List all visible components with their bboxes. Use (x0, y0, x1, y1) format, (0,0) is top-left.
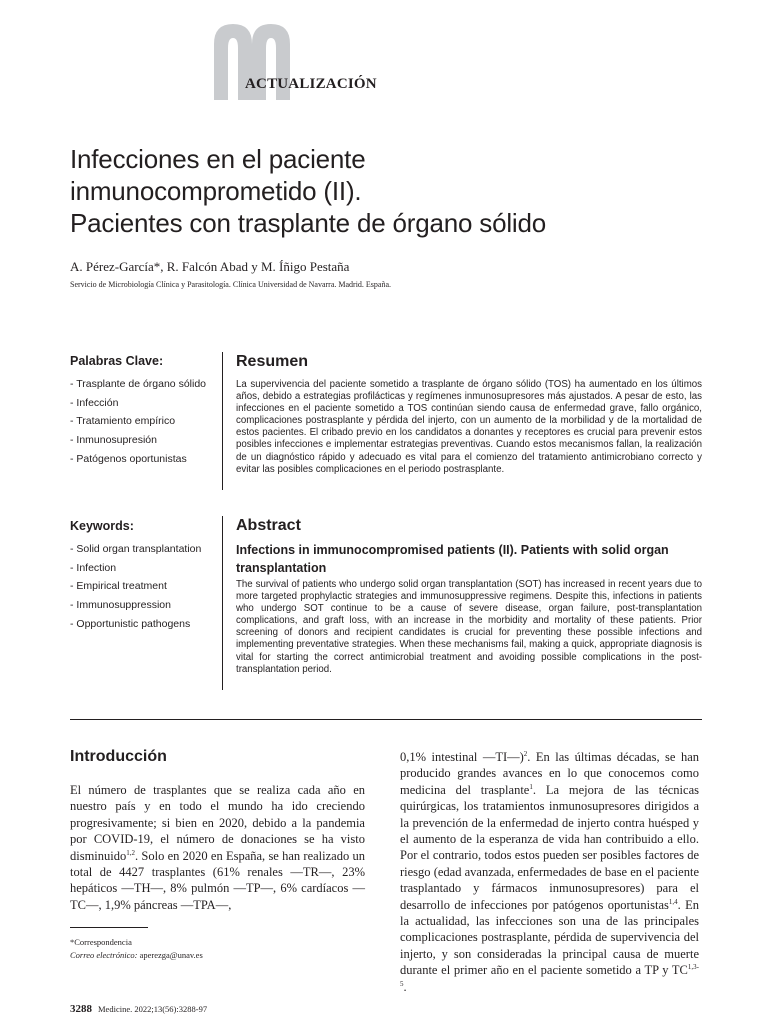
palabra-clave-item: - Inmunosupresión (70, 434, 157, 447)
resumen-heading: Resumen (236, 353, 309, 370)
palabra-clave-item: - Tratamiento empírico (70, 415, 176, 428)
resumen-divider (222, 352, 223, 490)
email-label: Correo electrónico: (70, 950, 138, 960)
keyword-item: - Solid organ transplantation (70, 543, 202, 555)
abstract-heading: Abstract (236, 517, 301, 534)
authors: A. Pérez-García*, R. Falcón Abad y M. Íñigo Pestaña (70, 259, 350, 274)
resumen-text: La supervivencia del paciente sometido a trasplante de órgano sólido (TOS) ha aumentado en los últimos años, debido a estrategias profilácticas y regímenes inmunosupresores más ajustados. A pesar de esto, las infecciones en el paciente sometido a TOS continúan siendo causa de enfermedad grave, fallo orgánico, complicaciones postrasplante y pérdida del injerto, con un aumento de la morbilidad y de la mortalidad de estos pacientes. El cribado previo en los candidatos a donantes y receptores es crucial para prevenir estos posibles infecciones e implementar estrategias preventivas. Cuando estos mecanismos fallan, la realización de un diagnóstico rápido y adecuado es vital para el comienzo del tratamiento antimicrobiano correcto y evitar las posibles complicaciones en el periodo postrasplante. (236, 379, 702, 475)
keyword-item: - Infection (70, 561, 117, 574)
abstract-text: The survival of patients who undergo solid organ transplantation (SOT) has increased in recent years due to more targeted prophylactic strategies and immunosuppressive regimens. Despite this, infections in patients who undergo SOT continue to be a cause of severe disease, organ failure, post-transplantation complications, and graft loss, with an increase in the morbidity and mortality of these patients. Prior screening of donors and recipient candidates is crucial for preventing these possible infections and implementing preventative strategies. When these mechanisms fail, making a quick, appropriate diagnosis is vital for starting the correct antimicrobial treatment and avoiding possible complications in the post-transplantation period. (236, 579, 702, 675)
reference-mark: 2 (523, 749, 528, 758)
reference-mark: 1,3-5 (400, 963, 699, 988)
keyword-item: - Opportunistic pathogens (70, 617, 191, 630)
section-rule (70, 719, 702, 720)
page-footer (70, 1003, 207, 1015)
title-line-2: inmunocomprometido (II). (70, 176, 362, 206)
palabra-clave-item: - Patógenos oportunistas (70, 452, 187, 465)
affiliation: Servicio de Microbiología Clínica y Parasitología. Clínica Universidad de Navarra. Madrid. España. (70, 280, 392, 289)
keyword-item: - Immunosuppression (70, 599, 171, 612)
palabra-clave-item: - Infección (70, 396, 119, 409)
palabra-clave-item: - Trasplante de órgano sólido (70, 378, 207, 390)
intro-col2-text: 0,1% intestinal —TI—) (400, 750, 524, 764)
keywords-list (70, 540, 201, 633)
intro-heading: Introducción (70, 748, 167, 765)
reference-mark: 1,2 (126, 848, 136, 857)
reference-mark: 1 (529, 782, 533, 791)
reference-mark: 1,4 (668, 897, 678, 906)
email-note (70, 950, 203, 960)
keywords-heading: Keywords: (70, 519, 134, 533)
intro-col1-text: . Solo en 2020 en España, se han realizado un total de 4427 trasplantes (61% renales —TR—, 23% hepáticos —TH—, 8% pulmón —TP—, 6% cardíacos —TC—, 1,9% páncreas —TPA—, (70, 848, 365, 912)
intro-col2-text: . En la actualidad, las infecciones son una de las principales complicaciones postrasplante, pérdida de supervivencia del injerto, y son consideradas la principal causa de muerte durante el primer año en el paciente sometido a TP y TC (400, 897, 699, 978)
abstract-title: Infections in immunocompromised patients (II). Patients with solid organ transplantation (236, 543, 669, 575)
keyword-item: - Empirical treatment (70, 580, 167, 593)
palabras-clave-list (70, 375, 206, 468)
palabras-clave-heading: Palabras Clave: (70, 354, 164, 368)
intro-col2-text: . La mejora de las técnicas quirúrgicas, los tratamientos inmunosupresores dirigidos a la prevención de la enfermedad de injerto contra huésped y el aumento de la esperanza de vida han contribuido a ello. Por el contrario, todos estos pueden ser posibles factores de riesgo (edad avanzada, enfermedades de base en el paciente trasplantado y fármacos inmunosupresores) para el desarrollo de infecciones por patógenos oportunistas (400, 782, 699, 912)
intro-col2-text: . (403, 979, 407, 994)
footnote-rule (70, 927, 148, 928)
intro-column-1 (70, 782, 365, 913)
citation: Medicine. 2022;13(56):3288-97 (98, 1004, 208, 1014)
intro-col2-text: . En las últimas décadas, se han producido grandes avances en lo que conocemos como medicina del trasplante (400, 750, 699, 797)
title-line-3: Pacientes con trasplante de órgano sólido (70, 208, 547, 238)
intro-column-2 (400, 749, 699, 995)
email-address: aperezga@unav.es (139, 950, 203, 960)
article-title (70, 143, 710, 239)
page-number: 3288 (70, 1003, 92, 1015)
abstract-divider (222, 516, 223, 690)
section-label: ACTUALIZACIÓN (245, 76, 377, 92)
correspondence-note: *Correspondencia (70, 937, 132, 947)
intro-col1-text: El número de trasplantes que se realiza cada año en nuestro país y en todo el mundo ha ido creciendo progresivamente; si bien en 2020, debido a la pandemia por COVID-19, el número de donaciones se ha visto disminuido (70, 783, 365, 863)
title-line-1: Infecciones en el paciente (70, 144, 366, 174)
